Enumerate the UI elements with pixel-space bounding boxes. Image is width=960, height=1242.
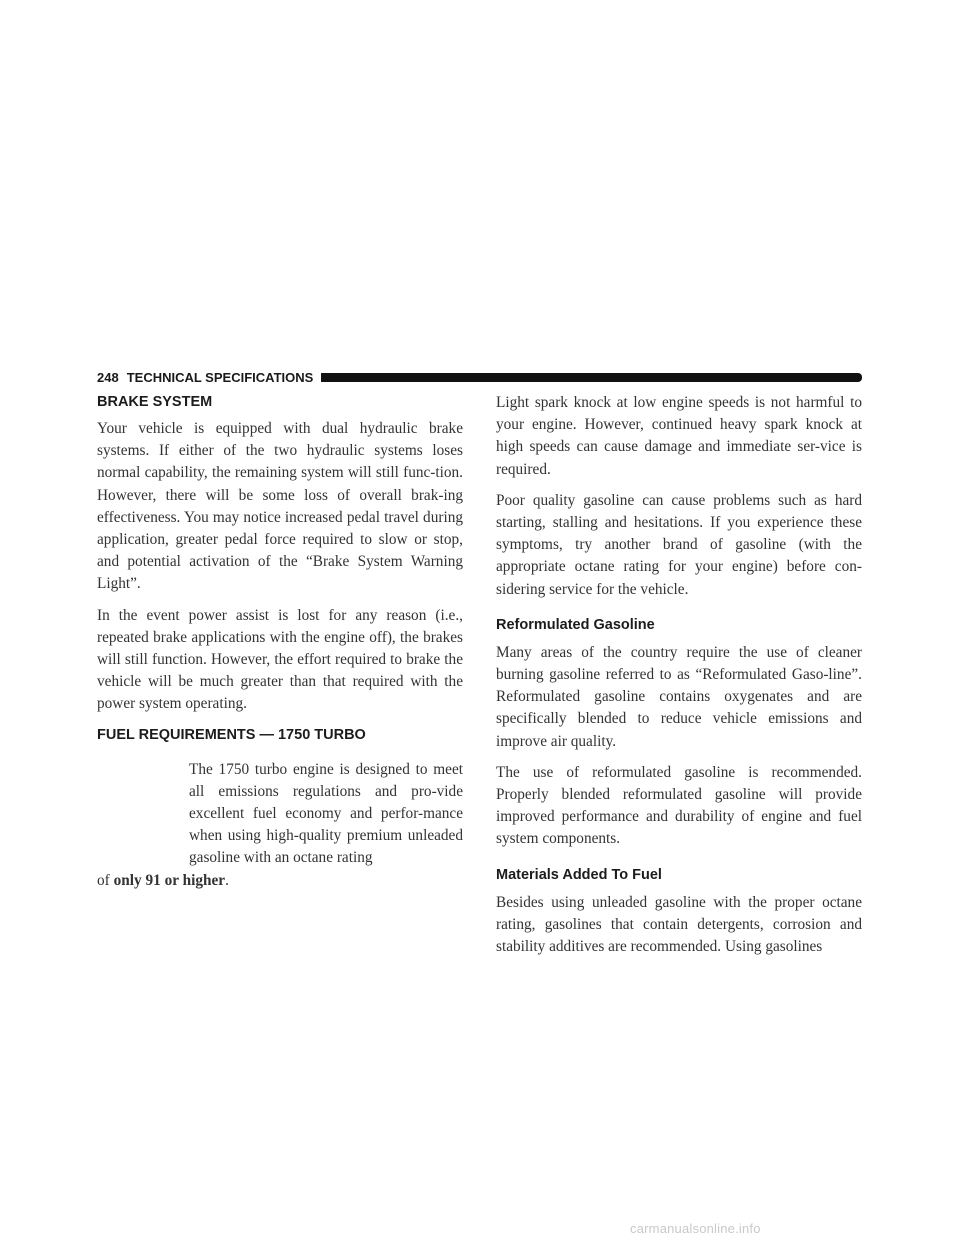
page-number: 248 bbox=[97, 369, 119, 385]
right-column bbox=[496, 392, 862, 967]
brake-paragraph-1: Your vehicle is equipped with dual hydraulic brake systems. If either of the two hydraulic systems loses normal capability, the remaining system will still func-tion. However, there will be some loss of overall brak-ing effectiveness. You may notice increased pedal travel during application, greater pedal force required to slow or stop, and potential activation of the “Brake System Warning Light”. bbox=[97, 420, 463, 593]
materials-paragraph-1: Besides using unleaded gasoline with the proper octane rating, gasolines that contain detergents, corrosion and stability additives are recommended. Using gasolines bbox=[496, 893, 862, 956]
page-header bbox=[97, 369, 862, 385]
fuel-paragraph-tail bbox=[97, 870, 463, 892]
header-rule bbox=[321, 373, 862, 382]
spark-knock-paragraph: Light spark knock at low engine speeds is not harmful to your engine. However, continued heavy spark knock at high speeds can cause damage and immediate ser-vice is required. bbox=[496, 394, 862, 478]
poor-quality-paragraph: Poor quality gasoline can cause problems such as hard starting, stalling and hesitations. If you experience these symptoms, try another brand of gasoline (with the appropriate octane rating for your engine) before con-sidering service for the vehicle. bbox=[496, 491, 862, 598]
reformulated-paragraph-1: Many areas of the country require the use of cleaner burning gasoline referred to as “Reformulated Gaso-line”. Reformulated gasoline contains oxygenates and are specifically blended to reduce vehicle emissions and improve air quality. bbox=[496, 643, 862, 750]
fuel-paragraph-1: The 1750 turbo engine is designed to meet all emissions regulations and pro-vide excellent fuel economy and perfor-mance when using high-quality premium unleaded gasoline with an octane rating bbox=[189, 760, 463, 867]
reformulated-paragraph-2: The use of reformulated gasoline is recommended. Properly blended reformulated gasoline will provide improved performance and durability of engine and fuel system components. bbox=[496, 763, 862, 848]
section-title: TECHNICAL SPECIFICATIONS bbox=[126, 369, 314, 385]
materials-added-heading: Materials Added To Fuel bbox=[496, 866, 662, 883]
reformulated-gasoline-heading: Reformulated Gasoline bbox=[496, 616, 655, 633]
fuel-tail-suffix: . bbox=[225, 871, 229, 889]
fuel-requirements-heading: FUEL REQUIREMENTS — 1750 TURBO bbox=[97, 726, 366, 743]
octane-requirement: only 91 or higher bbox=[113, 871, 226, 889]
left-column bbox=[97, 392, 463, 892]
brake-system-heading: BRAKE SYSTEM bbox=[97, 394, 213, 410]
fuel-tail-prefix: of bbox=[97, 871, 114, 889]
watermark-logo: carmanualsonline.info bbox=[630, 1221, 761, 1236]
brake-paragraph-2: In the event power assist is lost for any reason (i.e., repeated brake applications with the engine off), the brakes will still function. However, the effort required to brake the vehicle will be much greater than that required with the power system operating. bbox=[97, 606, 463, 713]
